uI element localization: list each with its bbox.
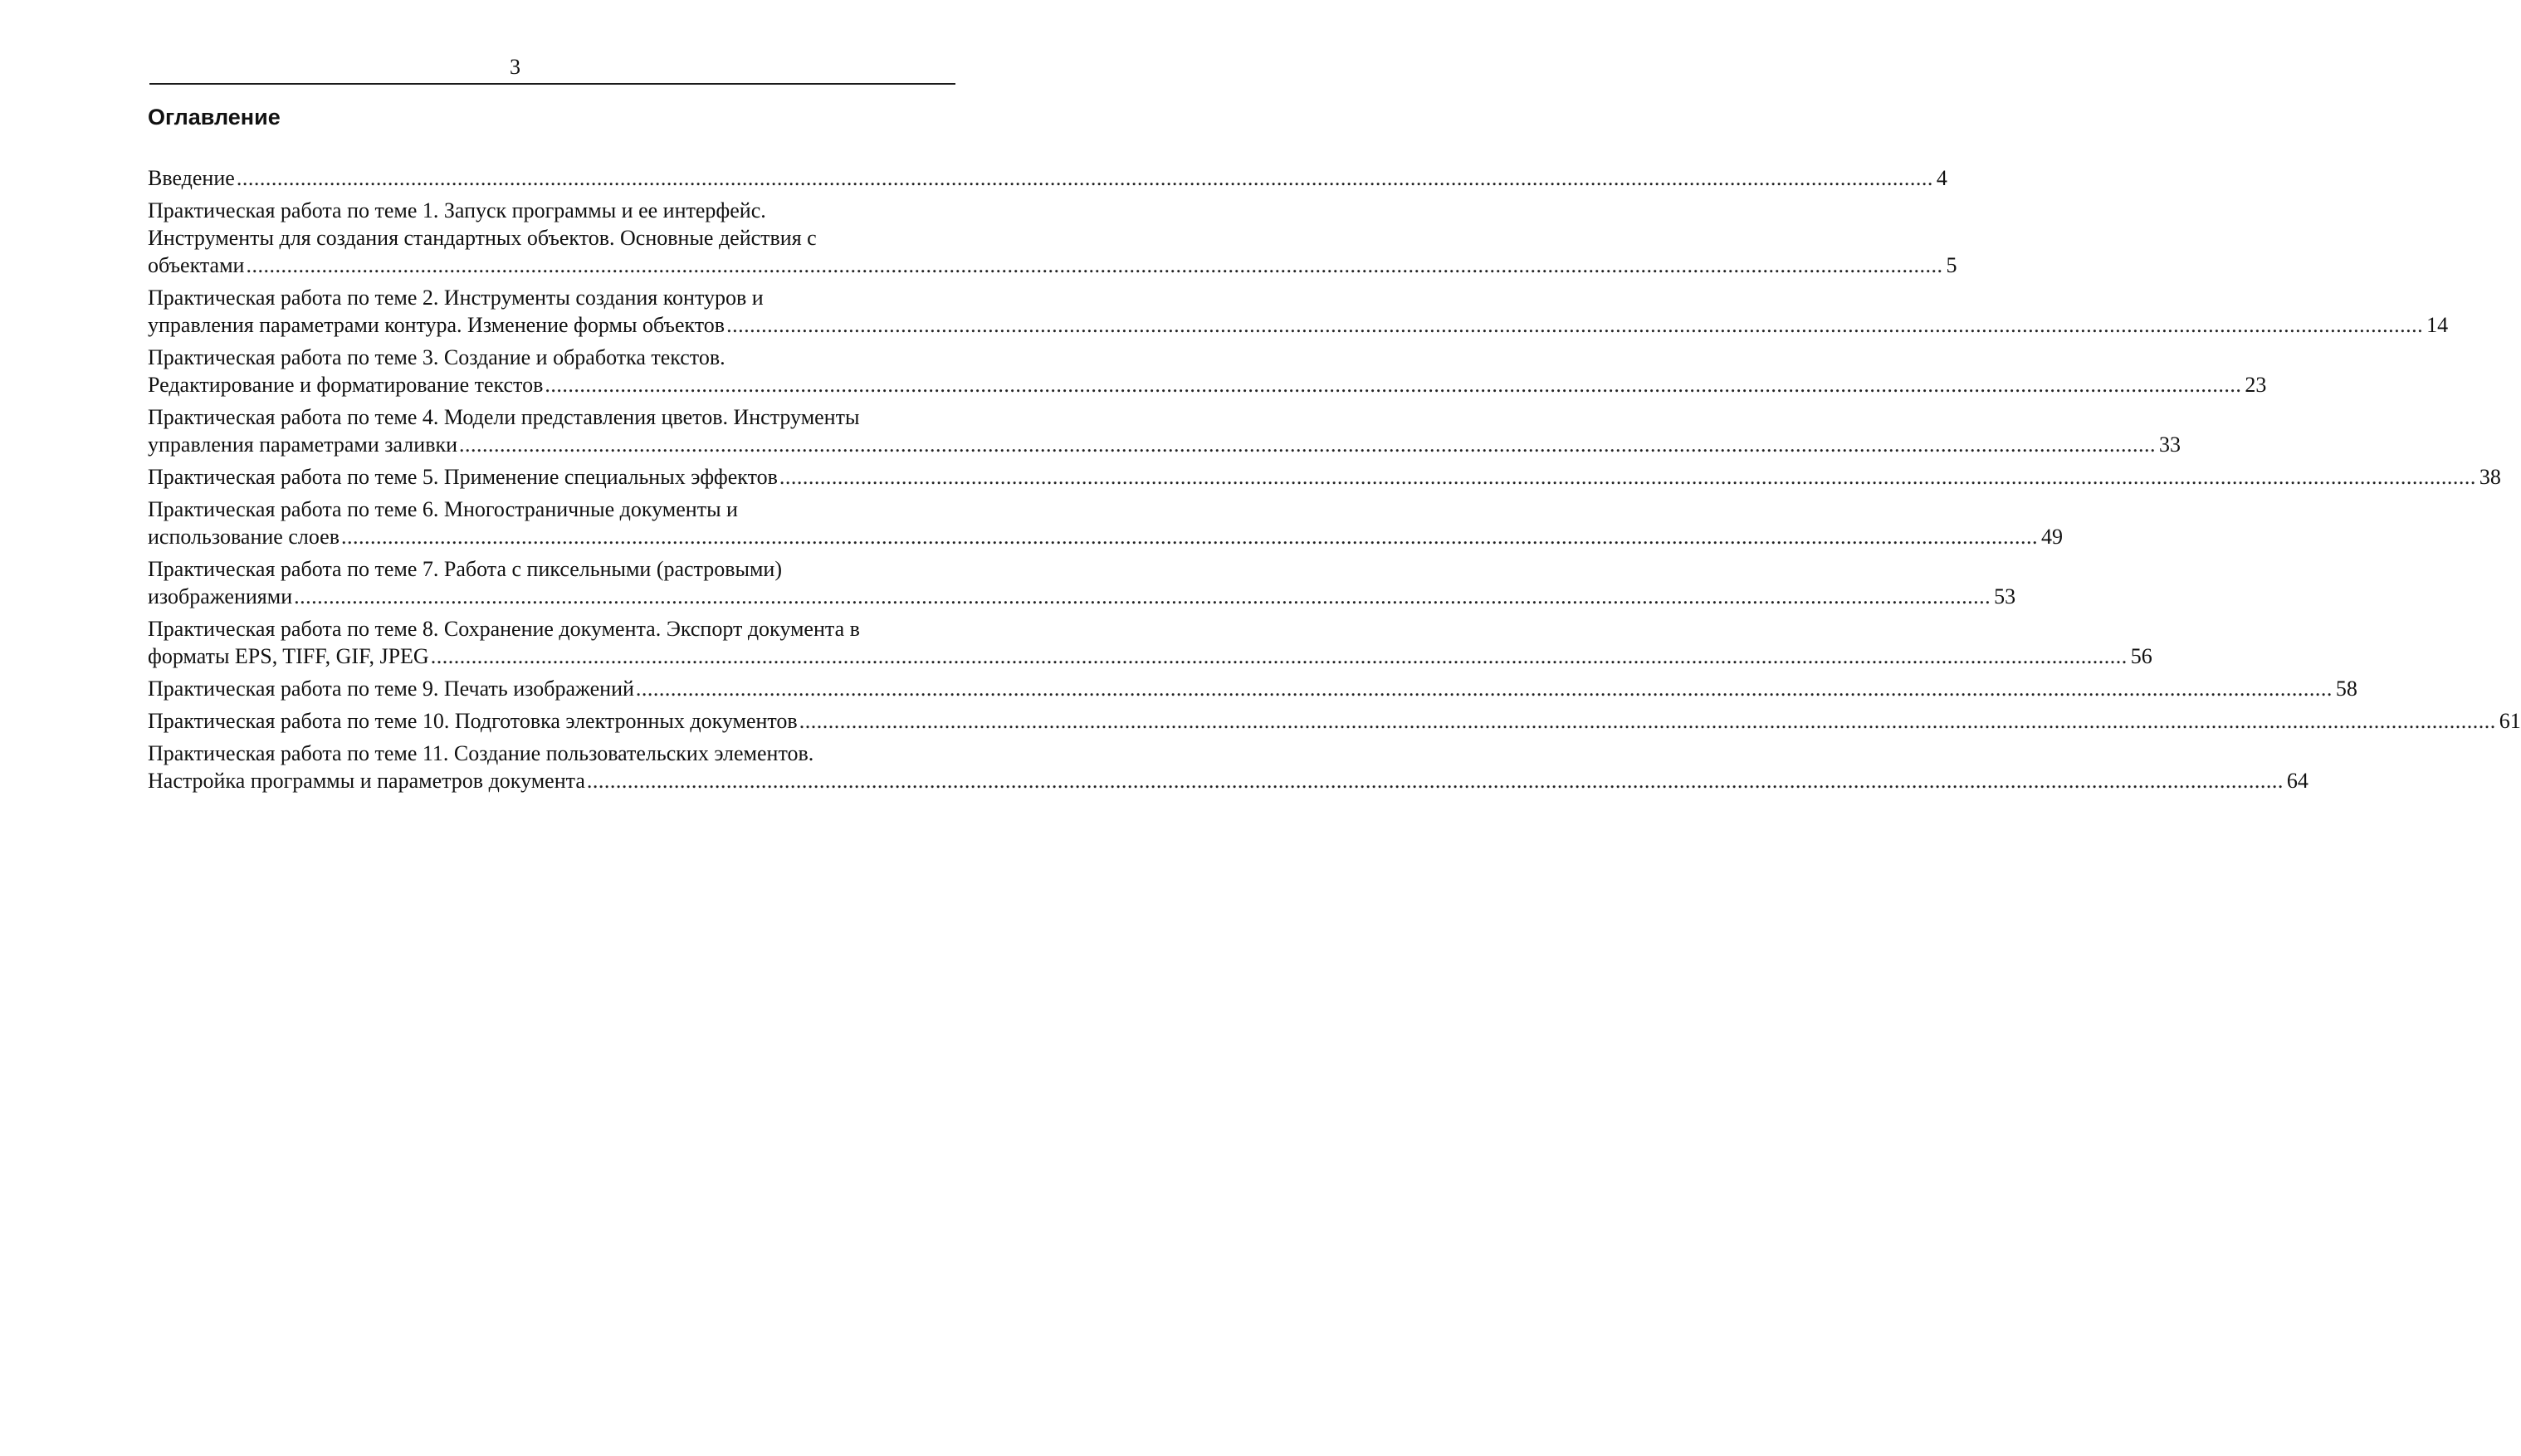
toc-entry-topic-1[interactable] xyxy=(148,197,1957,279)
toc-leader-dots: .................................................................................................................................................................................................................................................................................................... xyxy=(545,373,2242,397)
toc-entry-title-line: Практическая работа по теме 7. Работа с пиксельными (растровыми) xyxy=(148,557,783,581)
toc-entry-topic-4[interactable] xyxy=(148,403,2181,458)
toc-page-number: 56 xyxy=(2130,644,2152,668)
toc-page-number: 23 xyxy=(2245,373,2267,397)
page-number: 3 xyxy=(510,55,520,79)
toc-entry-topic-6[interactable] xyxy=(148,496,2063,550)
toc-entry-title: Практическая работа по теме 9. Печать изображений xyxy=(148,677,634,701)
toc-page-number: 38 xyxy=(2479,465,2501,489)
toc-page-number: 53 xyxy=(1994,584,2016,608)
toc-entry-title: изображениями xyxy=(148,584,293,608)
toc-entry-title-line: Практическая работа по теме 8. Сохранение документа. Экспорт документа в xyxy=(148,617,860,641)
toc-leader-dots: .................................................................................................................................................................................................................................................................................................... xyxy=(779,465,2476,489)
toc-entry-title: объектами xyxy=(148,253,245,277)
toc-leader-dots: .................................................................................................................................................................................................................................................................................................... xyxy=(799,709,2496,733)
table-of-contents xyxy=(148,164,2521,799)
toc-entry-topic-2[interactable] xyxy=(148,284,2449,339)
toc-entry-title-line: Практическая работа по теме 1. Запуск программы и ее интерфейс. xyxy=(148,198,766,222)
toc-entry-topic-9[interactable] xyxy=(148,675,2357,702)
toc-entry-topic-10[interactable] xyxy=(148,707,2521,735)
toc-heading: Оглавление xyxy=(148,105,281,129)
toc-entry-topic-7[interactable] xyxy=(148,555,2016,610)
toc-entry-title: использование слоев xyxy=(148,525,340,549)
toc-leader-dots: .................................................................................................................................................................................................................................................................................................... xyxy=(459,432,2157,457)
toc-leader-dots: .................................................................................................................................................................................................................................................................................................... xyxy=(236,166,1933,190)
toc-entry-topic-5[interactable] xyxy=(148,463,2501,491)
toc-page-number: 58 xyxy=(2335,677,2357,701)
toc-page-number: 64 xyxy=(2286,769,2308,793)
toc-entry-title: Практическая работа по теме 10. Подготовка электронных документов xyxy=(148,709,798,733)
toc-leader-dots: .................................................................................................................................................................................................................................................................................................... xyxy=(246,253,1943,277)
toc-entry-title: Редактирование и форматирование текстов xyxy=(148,373,544,397)
toc-page-number: 49 xyxy=(2040,525,2063,549)
toc-page-number: 5 xyxy=(1946,253,1957,277)
toc-entry-title: Введение xyxy=(148,166,235,190)
toc-entry-title: управления параметрами контура. Изменение формы объектов xyxy=(148,313,726,337)
toc-leader-dots: .................................................................................................................................................................................................................................................................................................... xyxy=(635,677,2333,701)
toc-page-number: 61 xyxy=(2499,709,2521,733)
toc-entry-intro[interactable] xyxy=(148,164,1947,192)
toc-entry-title: Настройка программы и параметров документа xyxy=(148,769,585,793)
toc-page-number: 33 xyxy=(2159,432,2181,457)
toc-entry-title-line: Инструменты для создания стандартных объектов. Основные действия с xyxy=(148,226,817,250)
toc-page-number: 4 xyxy=(1936,166,1947,190)
toc-entry-title: форматы EPS, TIFF, GIF, JPEG xyxy=(148,644,429,668)
header-rule xyxy=(149,83,955,85)
toc-entry-title: управления параметрами заливки xyxy=(148,432,458,457)
toc-entry-title-line: Практическая работа по теме 11. Создание пользовательских элементов. xyxy=(148,741,814,765)
toc-entry-title: Практическая работа по теме 5. Применение специальных эффектов xyxy=(148,465,778,489)
toc-leader-dots: .................................................................................................................................................................................................................................................................................................... xyxy=(294,584,1991,608)
toc-entry-title-line: Практическая работа по теме 2. Инструменты создания контуров и xyxy=(148,286,764,310)
toc-leader-dots: .................................................................................................................................................................................................................................................................................................... xyxy=(340,525,2038,549)
toc-leader-dots: .................................................................................................................................................................................................................................................................................................... xyxy=(430,644,2128,668)
toc-entry-topic-11[interactable] xyxy=(148,740,2308,794)
toc-leader-dots: .................................................................................................................................................................................................................................................................................................... xyxy=(726,313,2424,337)
toc-entry-title-line: Практическая работа по теме 6. Многостраничные документы и xyxy=(148,497,738,521)
toc-entry-title-line: Практическая работа по теме 3. Создание и обработка текстов. xyxy=(148,345,726,369)
toc-entry-topic-3[interactable] xyxy=(148,344,2267,398)
toc-entry-title-line: Практическая работа по теме 4. Модели представления цветов. Инструменты xyxy=(148,405,860,429)
toc-page-number: 14 xyxy=(2426,313,2449,337)
toc-leader-dots: .................................................................................................................................................................................................................................................................................................... xyxy=(586,769,2284,793)
toc-entry-topic-8[interactable] xyxy=(148,615,2152,670)
